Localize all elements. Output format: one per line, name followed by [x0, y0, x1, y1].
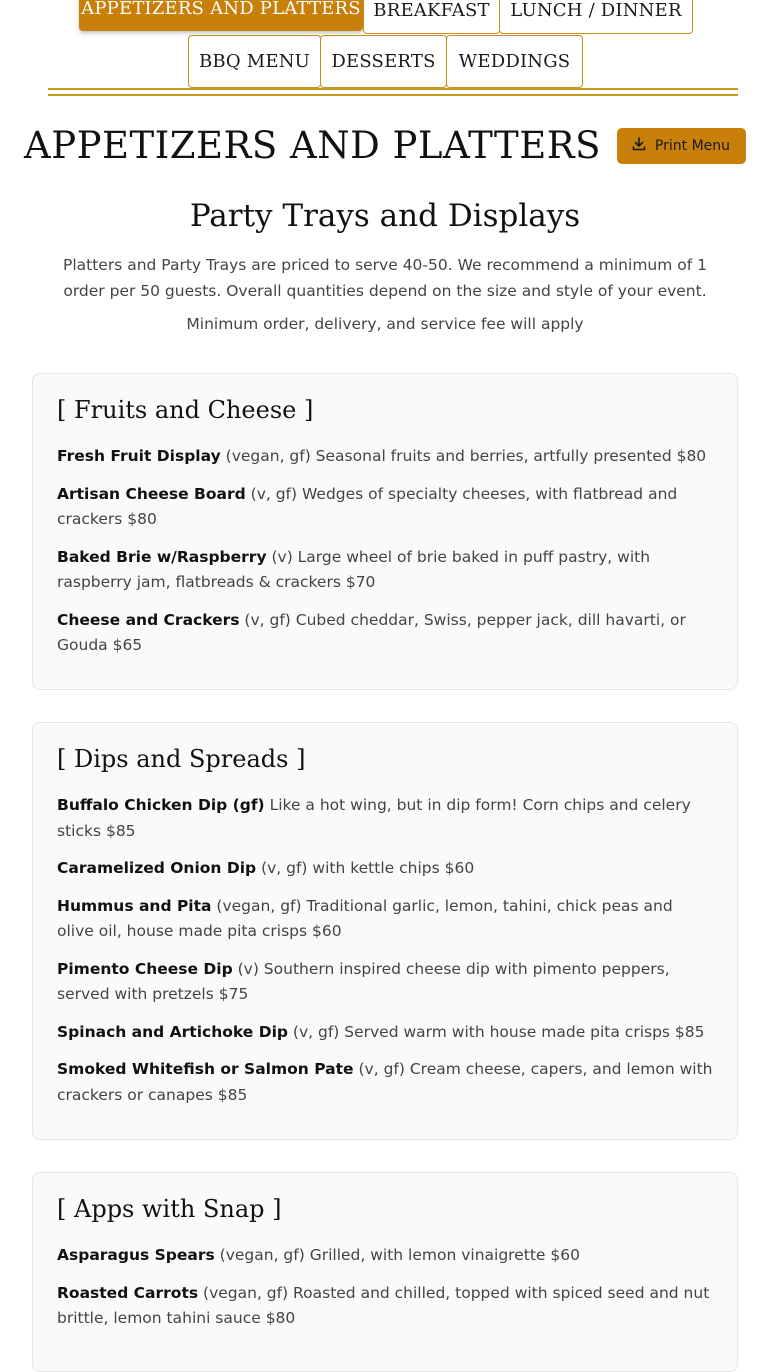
menu-item-desc: (v) Large wheel of brie baked in puff pastry, with raspberry jam, flatbreads & crackers $70 [57, 547, 651, 591]
menu-item [57, 1057, 713, 1108]
menu-item-desc: (vegan, gf) Roasted and chilled, topped with spiced seed and nut brittle, lemon tahini sauce $80 [57, 1283, 710, 1327]
page-title: APPETIZERS AND PLATTERS [23, 124, 601, 167]
menu-item-name: Artisan Cheese Board [57, 484, 246, 503]
menu-item-name: Buffalo Chicken Dip (gf) [57, 796, 265, 814]
nav-divider [48, 94, 738, 96]
tab-lunch-dinner[interactable]: LUNCH / DINNER [499, 0, 693, 34]
category-title: [ Fruits and Cheese ] [57, 396, 314, 424]
category-title: [ Dips and Spreads ] [57, 745, 306, 773]
menu-item [57, 444, 713, 470]
download-icon [631, 136, 647, 156]
menu-item [57, 793, 713, 844]
nav-divider [48, 88, 738, 90]
menu-item-desc: (v) Southern inspired cheese dip with pimento peppers, served with pretzels $75 [57, 959, 670, 1003]
category-card-apps-snap [32, 1172, 738, 1372]
menu-item-desc: (vegan, gf) Traditional garlic, lemon, tahini, chick peas and olive oil, house made pita crisps $60 [57, 896, 673, 940]
tab-weddings[interactable]: WEDDINGS [446, 35, 583, 88]
menu-item-name: Baked Brie w/Raspberry [57, 547, 267, 566]
menu-item-desc: Like a hot wing, but in dip form! Corn chips and celery sticks $85 [57, 796, 691, 840]
menu-item-name: Pimento Cheese Dip [57, 959, 233, 978]
menu-item [57, 1020, 713, 1046]
menu-item [57, 894, 713, 945]
menu-item-name: Asparagus Spears [57, 1246, 215, 1264]
menu-item [57, 608, 713, 659]
category-card-fruits-cheese [32, 373, 738, 690]
category-card-dips-spreads [32, 722, 738, 1140]
menu-item [57, 1243, 713, 1269]
menu-item [57, 957, 713, 1008]
menu-item-desc: (v, gf) with kettle chips $60 [256, 859, 475, 877]
menu-item [57, 1281, 713, 1332]
menu-item [57, 482, 713, 533]
menu-item-desc: (vegan, gf) Grilled, with lemon vinaigrette $60 [214, 1246, 580, 1264]
menu-item-name: Smoked Whitefish or Salmon Pate [57, 1060, 354, 1078]
menu-item-desc: (v, gf) Cubed cheddar, Swiss, pepper jack, dill havarti, or Gouda $65 [57, 610, 686, 654]
menu-item-name: Cheese and Crackers [57, 610, 240, 629]
section-intro: Platters and Party Trays are priced to serve 40-50. We recommend a minimum of 1 order per 50 guests. Overall quantities depend on the size and style of your event. [63, 256, 707, 300]
section-subtitle: Party Trays and Displays [189, 198, 581, 234]
tab-appetizers[interactable]: APPETIZERS AND PLATTERS [79, 0, 363, 31]
tab-breakfast[interactable]: BREAKFAST [363, 0, 500, 34]
menu-item-name: Fresh Fruit Display [57, 447, 221, 465]
tab-desserts[interactable]: DESSERTS [320, 35, 447, 88]
category-title: [ Apps with Snap ] [57, 1195, 282, 1223]
menu-item-name: Roasted Carrots [57, 1283, 199, 1302]
menu-item [57, 856, 713, 882]
menu-item-desc: (v, gf) Cream cheese, capers, and lemon with crackers or canapes $85 [57, 1060, 713, 1104]
page-header [0, 124, 770, 167]
tab-bbq-menu[interactable]: BBQ MENU [188, 35, 321, 88]
menu-item-name: Hummus and Pita [57, 896, 212, 915]
print-menu-label: Print Menu [654, 137, 731, 154]
menu-nav [0, 0, 770, 96]
print-menu-button[interactable] [617, 128, 746, 164]
menu-item-desc: (v, gf) Wedges of specialty cheeses, with flatbread and crackers $80 [57, 484, 678, 528]
menu-item-desc: (vegan, gf) Seasonal fruits and berries, artfully presented $80 [220, 447, 707, 465]
menu-item [57, 545, 713, 596]
menu-item-desc: (v, gf) Served warm with house made pita crisps $85 [287, 1022, 705, 1041]
menu-item-name: Caramelized Onion Dip [57, 859, 257, 877]
menu-item-name: Spinach and Artichoke Dip [57, 1022, 288, 1041]
section-note: Minimum order, delivery, and service fee will apply [186, 315, 584, 333]
